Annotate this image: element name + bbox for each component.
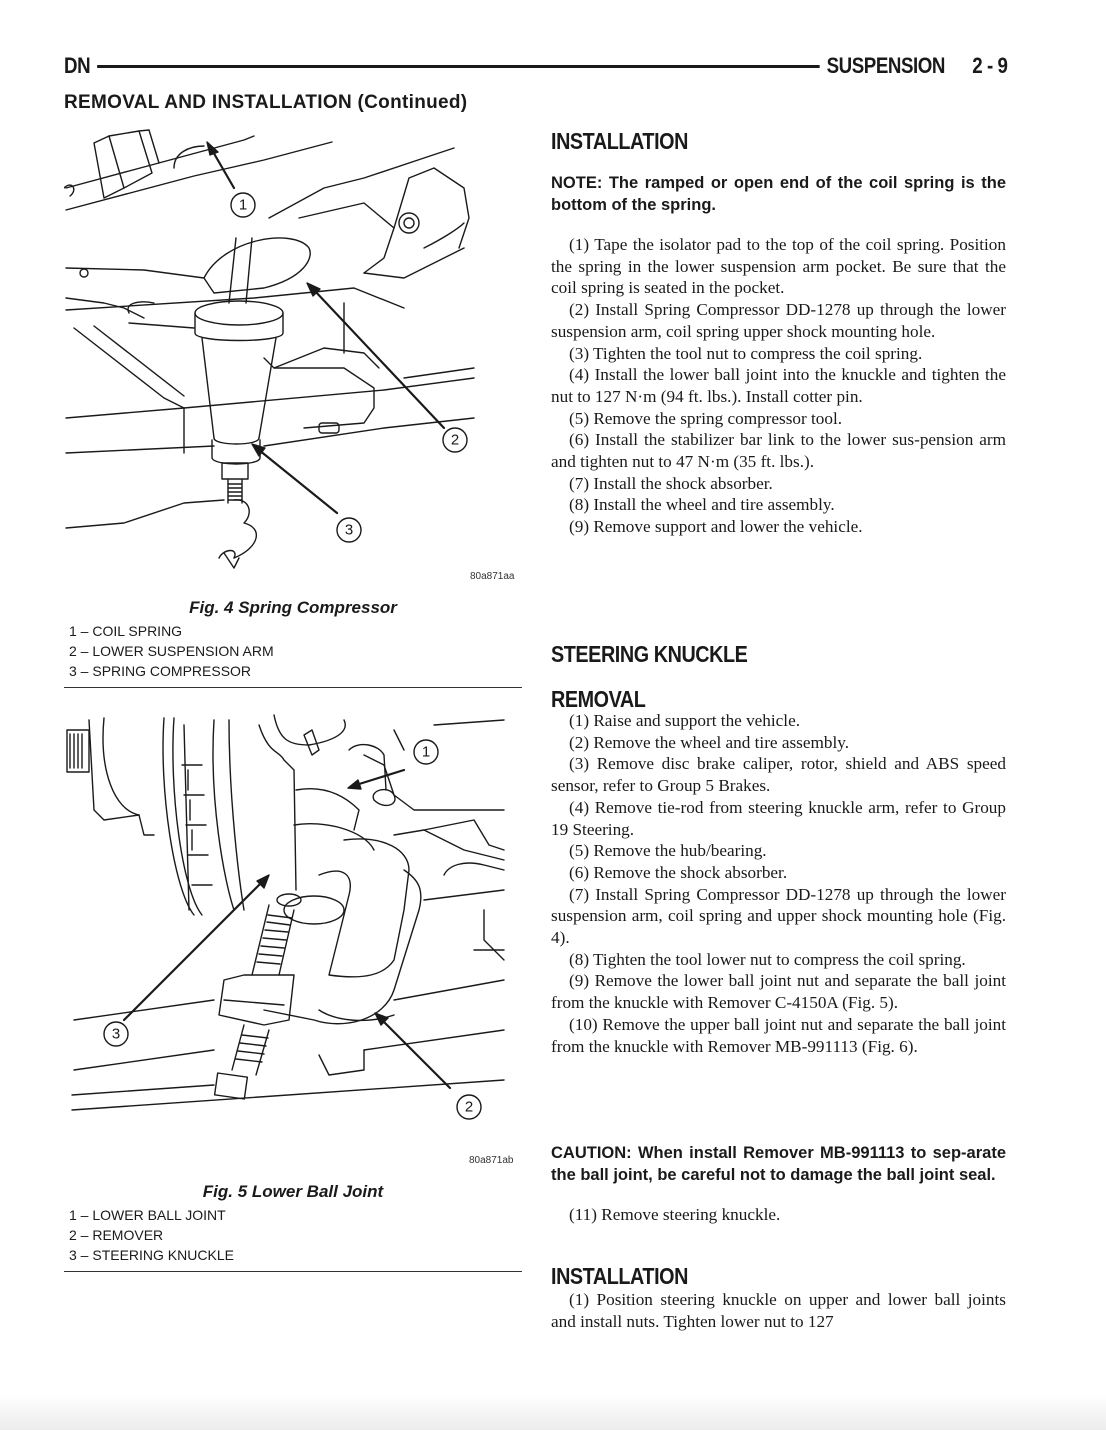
figure-legend bbox=[69, 1205, 234, 1265]
step: (3) Tighten the tool nut to compress the coil spring. bbox=[569, 343, 923, 363]
figure-legend bbox=[69, 621, 274, 681]
legend-item: 3 – SPRING COMPRESSOR bbox=[69, 663, 252, 679]
step: (5) Remove the hub/bearing. bbox=[569, 841, 767, 861]
heading-installation: INSTALLATION bbox=[551, 128, 688, 154]
header-section: SUSPENSION bbox=[826, 53, 945, 78]
figure-spring-compressor bbox=[64, 128, 520, 574]
figure-divider bbox=[64, 1271, 522, 1272]
step: (4) Remove tie-rod from steering knuckle arm, refer to Group 19 Steering. bbox=[551, 797, 1006, 839]
caution-section bbox=[551, 1142, 1006, 1226]
step: (7) Install Spring Compressor DD-1278 up through the lower suspension arm, coil spring and upper shock mounting hole (Fig. 4). bbox=[551, 884, 1006, 948]
callout-2: 2 bbox=[450, 431, 460, 449]
header-rule bbox=[97, 65, 820, 68]
step: (2) Remove the wheel and tire assembly. bbox=[569, 732, 850, 752]
header-page-number: 2 - 9 bbox=[972, 53, 1008, 78]
step: (5) Remove the spring compressor tool. bbox=[569, 408, 843, 428]
removal-step-11 bbox=[551, 1204, 1006, 1226]
callout-3: 3 bbox=[344, 521, 354, 539]
legend-item: 2 – REMOVER bbox=[69, 1227, 164, 1243]
heading-steering-knuckle: STEERING KNUCKLE bbox=[551, 641, 748, 667]
figure-code: 80a871aa bbox=[470, 571, 515, 582]
removal-steps bbox=[551, 710, 1006, 1057]
steering-knuckle-section bbox=[551, 641, 1006, 1057]
heading-removal: REMOVAL bbox=[551, 686, 646, 712]
callout-1: 1 bbox=[421, 743, 431, 761]
step: (6) Install the stabilizer bar link to the lower sus-pension arm and tighten nut to 47 N·m (35 ft. lbs.). bbox=[551, 430, 1006, 472]
step: (8) Tighten the tool lower nut to compress the coil spring. bbox=[569, 949, 966, 969]
step: (1) Position steering knuckle on upper and lower ball joints and install nuts. Tighten lower nut to 127 bbox=[551, 1290, 1006, 1331]
page-header bbox=[64, 52, 1008, 80]
legend-item: 2 – LOWER SUSPENSION ARM bbox=[69, 643, 274, 659]
legend-item: 3 – STEERING KNUCKLE bbox=[69, 1247, 234, 1263]
step: (9) Remove support and lower the vehicle. bbox=[569, 517, 863, 537]
step: (10) Remove the upper ball joint nut and separate the ball joint from the knuckle with Remover MB-991113 (Fig. 6). bbox=[551, 1014, 1006, 1056]
figure-divider bbox=[64, 687, 522, 688]
callout-3: 3 bbox=[111, 1025, 121, 1043]
figure-code: 80a871ab bbox=[469, 1155, 514, 1166]
header-model: DN bbox=[64, 53, 91, 78]
figure-caption: Fig. 4 Spring Compressor bbox=[189, 598, 397, 617]
step: (3) Remove disc brake caliper, rotor, shield and ABS speed sensor, refer to Group 5 Brakes. bbox=[551, 754, 1006, 796]
step: (1) Raise and support the vehicle. bbox=[569, 711, 801, 730]
step: (2) Install Spring Compressor DD-1278 up through the lower suspension arm, coil spring upper shock mounting hole. bbox=[551, 300, 1006, 341]
step: (8) Install the wheel and tire assembly. bbox=[569, 495, 835, 515]
figure-lower-ball-joint bbox=[64, 710, 520, 1130]
page-bottom-shadow bbox=[0, 1395, 1106, 1430]
installation2-steps bbox=[551, 1289, 1006, 1332]
section-title: REMOVAL AND INSTALLATION (Continued) bbox=[64, 92, 468, 113]
callout-2: 2 bbox=[464, 1098, 474, 1116]
step: (11) Remove steering knuckle. bbox=[569, 1205, 781, 1224]
step: (9) Remove the lower ball joint nut and separate the ball joint from the knuckle with Remover C-4150A (Fig. 5). bbox=[551, 971, 1006, 1013]
installation-steps bbox=[551, 234, 1006, 538]
installation-section-2 bbox=[551, 1263, 1006, 1332]
callout-1: 1 bbox=[238, 196, 248, 214]
step: (1) Tape the isolator pad to the top of the coil spring. Position the spring in the lower suspension arm pocket. Be sure that the coil spring is seated in the pocket. bbox=[551, 235, 1006, 298]
right-column bbox=[551, 128, 1006, 538]
step: (7) Install the shock absorber. bbox=[569, 473, 773, 493]
caution-text: CAUTION: When install Remover MB-991113 to sep-arate the ball joint, be careful not to damage the ball joint seal. bbox=[551, 1144, 1006, 1184]
step: (6) Remove the shock absorber. bbox=[569, 862, 788, 882]
legend-item: 1 – LOWER BALL JOINT bbox=[69, 1207, 226, 1223]
note-text: NOTE: The ramped or open end of the coil spring is the bottom of the spring. bbox=[551, 174, 1006, 214]
figure-caption: Fig. 5 Lower Ball Joint bbox=[202, 1182, 384, 1201]
step: (4) Install the lower ball joint into the knuckle and tighten the nut to 127 N·m (94 ft. lbs.). Install cotter pin. bbox=[551, 365, 1006, 406]
heading-installation: INSTALLATION bbox=[551, 1263, 688, 1289]
legend-item: 1 – COIL SPRING bbox=[69, 623, 183, 639]
